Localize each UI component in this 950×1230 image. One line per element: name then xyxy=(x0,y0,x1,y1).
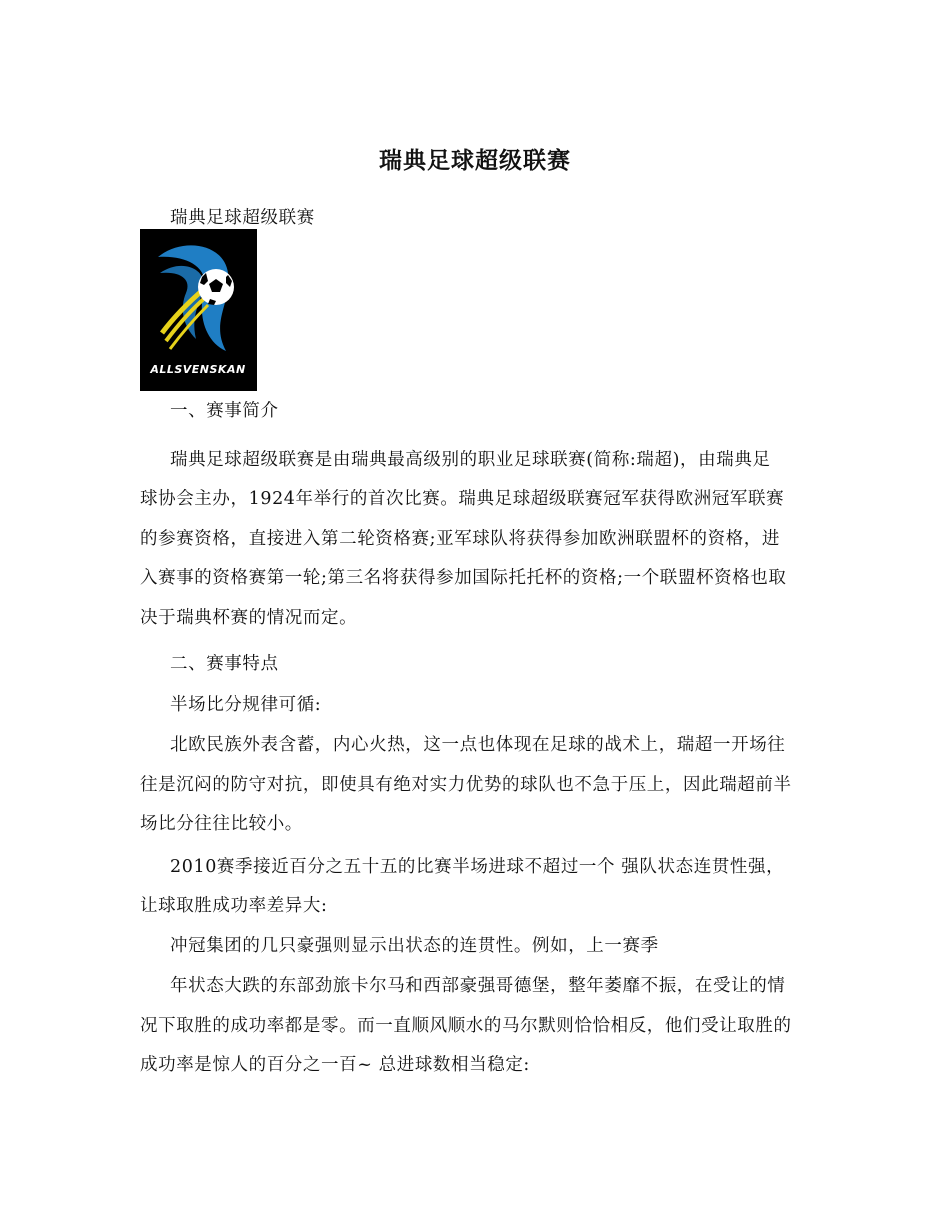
paragraph-line: 球协会主办，1924年举行的首次比赛。瑞典足球超级联赛冠军获得欧洲冠军联赛 xyxy=(140,489,785,509)
section-heading-intro: 一、赛事简介 xyxy=(170,401,279,421)
paragraph-line: 决于瑞典杯赛的情况而定。 xyxy=(140,608,358,628)
document-title: 瑞典足球超级联赛 xyxy=(379,147,571,174)
paragraph-line: 往是沉闷的防守对抗，即使具有绝对实力优势的球队也不急于压上，因此瑞超前半 xyxy=(140,775,792,795)
paragraph-line: 成功率是惊人的百分之一百~ 总进球数相当稳定: xyxy=(140,1055,530,1075)
paragraph-line: 况下取胜的成功率都是零。而一直顺风顺水的马尔默则恰恰相反，他们受让取胜的 xyxy=(140,1016,792,1036)
paragraph-line: 的参赛资格，直接进入第二轮资格赛;亚军球队将获得参加欧洲联盟杯的资格，进 xyxy=(140,529,780,549)
logo-wordmark: ALLSVENSKAN xyxy=(150,363,246,376)
paragraph-line: 让球取胜成功率差异大: xyxy=(140,896,328,916)
paragraph-line: 入赛事的资格赛第一轮;第三名将获得参加国际托托杯的资格;一个联盟杯资格也取 xyxy=(140,568,787,588)
paragraph-line: 场比分往往比较小。 xyxy=(140,814,303,834)
paragraph-line: 北欧民族外表含蓄，内心火热，这一点也体现在足球的战术上，瑞超一开场往 xyxy=(170,735,786,755)
paragraph-line: 瑞典足球超级联赛是由瑞典最高级别的职业足球联赛(简称:瑞超)，由瑞典足 xyxy=(170,450,771,470)
paragraph-line: 半场比分规律可循: xyxy=(170,695,322,715)
section-heading-features: 二、赛事特点 xyxy=(170,654,279,674)
paragraph-line: 冲冠集团的几只豪强则显示出状态的连贯性。例如，上一赛季 xyxy=(170,936,659,956)
paragraph-line: 年状态大跌的东部劲旅卡尔马和西部豪强哥德堡，整年萎靡不振，在受让的情 xyxy=(170,976,786,996)
paragraph-line: 2010赛季接近百分之五十五的比赛半场进球不超过一个 强队状态连贯性强， xyxy=(170,857,785,877)
allsvenskan-logo xyxy=(140,229,257,391)
document-subtitle: 瑞典足球超级联赛 xyxy=(170,208,315,228)
